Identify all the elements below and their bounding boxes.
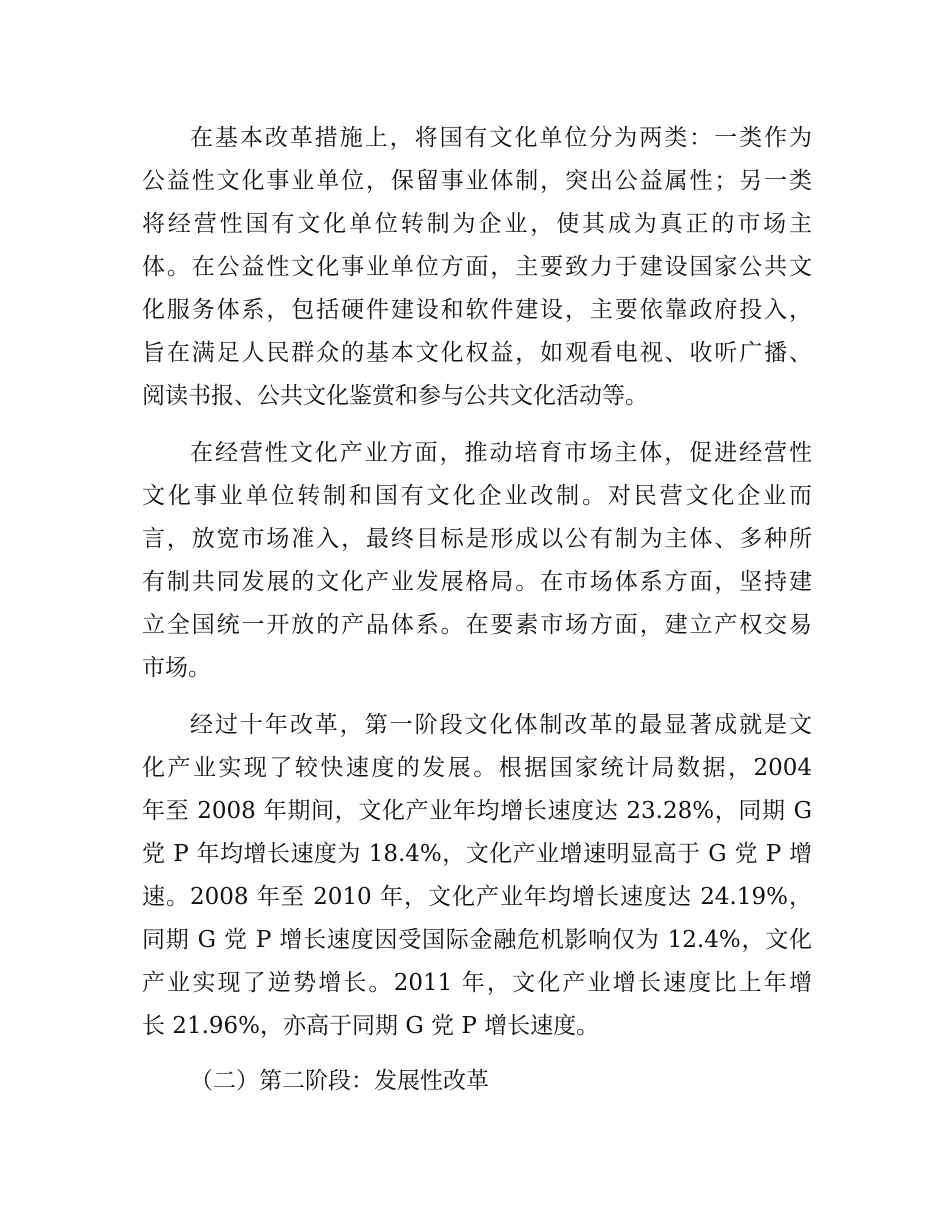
paragraph-line: 年至 2008 年期间，文化产业年均增长速度达 23.28%，同期 G — [142, 798, 812, 824]
paragraph-line: 有制共同发展的文化产业发展格局。在市场体系方面，坚持建 — [142, 569, 812, 595]
paragraph-line: 在基本改革措施上，将国有文化单位分为两类：一类作为 — [190, 125, 812, 151]
paragraph-line: 市场。 — [142, 655, 211, 681]
paragraph-line: 经过十年改革，第一阶段文化体制改革的最显著成就是文 — [190, 712, 812, 738]
paragraph-line: 将经营性国有文化单位转制为企业，使其成为真正的市场主 — [142, 211, 812, 237]
paragraph-line: 同期 G 党 P 增长速度因受国际金融危机影响仅为 12.4%，文化 — [142, 927, 812, 953]
paragraph-line: 长 21.96%，亦高于同期 G 党 P 增长速度。 — [142, 1013, 600, 1039]
paragraph-line: 阅读书报、公共文化鉴赏和参与公共文化活动等。 — [142, 383, 648, 409]
paragraph-line: 党 P 年均增长速度为 18.4%，文化产业增速明显高于 G 党 P 增 — [142, 841, 812, 867]
paragraph-line: 在经营性文化产业方面，推动培育市场主体，促进经营性 — [190, 440, 812, 466]
paragraph-line: 文化事业单位转制和国有文化企业改制。对民营文化企业而 — [142, 483, 812, 509]
paragraph-line: 产业实现了逆势增长。2011 年，文化产业增长速度比上年增 — [142, 970, 812, 996]
paragraph-line: 化产业实现了较快速度的发展。根据国家统计局数据，2004 — [142, 755, 812, 781]
paragraph-line: 化服务体系，包括硬件建设和软件建设，主要依靠政府投入， — [142, 297, 812, 323]
paragraph-line: 公益性文化事业单位，保留事业体制，突出公益属性；另一类 — [142, 168, 812, 194]
paragraph-line: 立全国统一开放的产品体系。在要素市场方面，建立产权交易 — [142, 612, 812, 638]
paragraph-line: 体。在公益性文化事业单位方面，主要致力于建设国家公共文 — [142, 254, 812, 280]
section-heading: （二）第二阶段：发展性改革 — [190, 1068, 489, 1094]
paragraph-line: 旨在满足人民群众的基本文化权益，如观看电视、收听广播、 — [142, 340, 812, 366]
paragraph-line: 速。2008 年至 2010 年，文化产业年均增长速度达 24.19%， — [142, 884, 812, 910]
paragraph-line: 言，放宽市场准入，最终目标是形成以公有制为主体、多种所 — [142, 526, 812, 552]
